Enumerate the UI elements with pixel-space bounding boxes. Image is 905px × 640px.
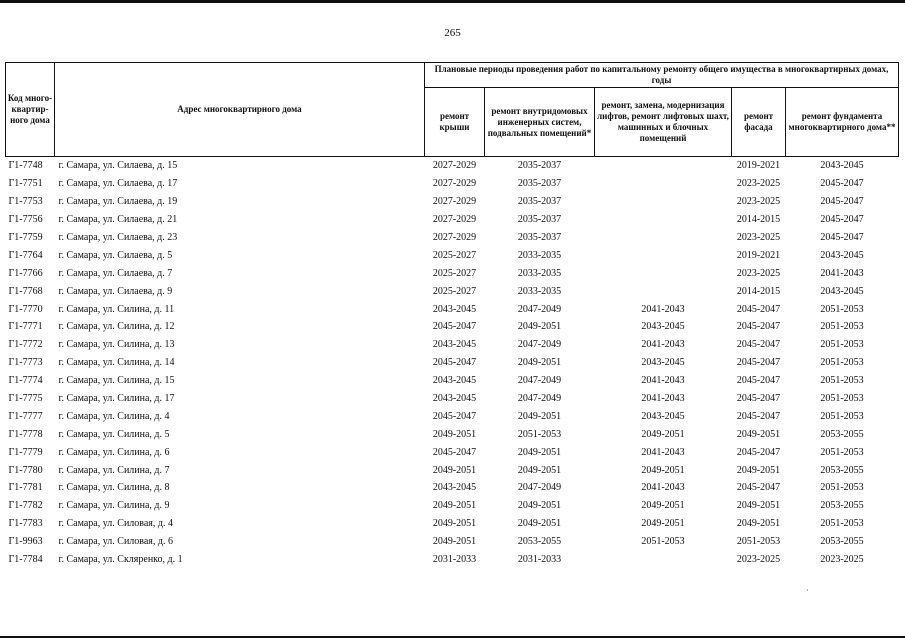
cell-elevators: 2049-2051: [641, 464, 685, 476]
cell-roof: 2045-2047: [432, 446, 477, 458]
cell-engineering: 2035-2037: [517, 196, 562, 208]
table-row: [6, 461, 899, 479]
cell-code: Г1-7782: [8, 500, 43, 512]
cell-foundation: 2051-2053: [820, 482, 864, 494]
cell-roof: 2027-2029: [425, 157, 485, 175]
table-body: [6, 157, 899, 569]
cell-engineering: 2049-2051: [517, 518, 562, 530]
cell-facade: 2045-2047: [736, 393, 781, 405]
cell-facade: 2045-2047: [736, 339, 781, 351]
cell-elevators: 2041-2043: [641, 303, 685, 315]
cell-roof: 2027-2029: [432, 178, 477, 190]
cell-engineering: 2031-2033: [517, 554, 562, 566]
cell-code: Г1-7770: [8, 303, 43, 315]
cell-elevators: [595, 551, 732, 569]
table-row: [6, 193, 899, 211]
cell-code: Г1-9963: [8, 536, 43, 548]
cell-address: г. Самара, ул. Силина, д. 13: [58, 339, 175, 351]
cell-facade: 2045-2047: [736, 482, 781, 494]
cell-foundation: 2051-2053: [820, 303, 864, 315]
header-elevators: ремонт, замена, модернизация лифтов, ремонт лифтовых шахт, машинных и блочных помещений: [595, 88, 732, 157]
cell-code: Г1-7778: [8, 428, 43, 440]
scan-dot: ·: [806, 586, 809, 595]
cell-roof: 2045-2047: [432, 357, 477, 369]
cell-code: Г1-7756: [8, 214, 43, 226]
cell-foundation: 2045-2047: [820, 214, 864, 226]
cell-facade: 2019-2021: [736, 249, 781, 261]
cell-facade: 2045-2047: [736, 410, 781, 422]
table-row: [6, 229, 899, 247]
cell-elevators: 2041-2043: [641, 393, 685, 405]
cell-roof: 2043-2045: [432, 375, 477, 387]
cell-code: Г1-7781: [8, 482, 43, 494]
cell-engineering: 2035-2037: [485, 157, 595, 175]
cell-elevators: 2041-2043: [641, 482, 685, 494]
cell-roof: 2025-2027: [432, 285, 477, 297]
table-row: [6, 515, 899, 533]
cell-address: г. Самара, ул. Силина, д. 12: [58, 321, 175, 333]
cell-facade: 2049-2051: [736, 500, 781, 512]
cell-elevators: 2049-2051: [641, 518, 685, 530]
table-row: [6, 300, 899, 318]
cell-roof: 2049-2051: [432, 536, 477, 548]
cell-foundation: 2053-2055: [820, 500, 864, 512]
cell-address: г. Самара, ул. Скляренко, д. 1: [58, 554, 183, 566]
header-foundation: ремонт фундамента многоквартирного дома**: [786, 88, 899, 157]
cell-code: Г1-7780: [8, 464, 43, 476]
cell-facade: 2049-2051: [736, 518, 781, 530]
table-row: [6, 175, 899, 193]
cell-elevators: 2041-2043: [641, 446, 685, 458]
cell-elevators: [595, 211, 732, 229]
cell-elevators: 2043-2045: [641, 357, 685, 369]
cell-foundation: 2045-2047: [820, 232, 864, 243]
cell-roof: 2025-2027: [432, 249, 477, 261]
cell-facade: 2014-2015: [736, 285, 781, 297]
cell-engineering: 2049-2051: [517, 446, 562, 458]
table-row: [6, 372, 899, 390]
cell-roof: 2027-2029: [432, 214, 477, 226]
cell-code: Г1-7773: [8, 357, 43, 369]
cell-address: г. Самара, ул. Силина, д. 6: [58, 446, 170, 458]
cell-address: г. Самара, ул. Силина, д. 14: [58, 357, 175, 369]
header-facade: ремонт фасада: [732, 88, 786, 157]
cell-facade: 2045-2047: [736, 357, 781, 369]
header-roof: ремонт крыши: [425, 88, 485, 157]
cell-engineering: 2051-2053: [517, 428, 562, 440]
cell-code: Г1-7783: [8, 518, 43, 530]
table-row: [6, 551, 899, 569]
cell-elevators: [595, 246, 732, 264]
cell-facade: 2023-2025: [736, 554, 781, 566]
cell-facade: 2049-2051: [736, 464, 781, 476]
cell-foundation: 2045-2047: [820, 178, 864, 190]
table-row: [6, 533, 899, 551]
cell-code: Г1-7775: [8, 393, 43, 405]
header-engineering: ремонт внутридомовых инженерных систем, подвальных помещений*: [485, 88, 595, 157]
cell-engineering: 2047-2049: [517, 303, 562, 315]
cell-elevators: 2041-2043: [641, 375, 685, 387]
cell-foundation: 2051-2053: [820, 410, 864, 422]
cell-code: Г1-7784: [8, 554, 43, 566]
header-row-top: [6, 63, 899, 88]
cell-address: г. Самара, ул. Силаева, д. 5: [58, 249, 173, 261]
cell-elevators: [595, 193, 732, 211]
table-row: [6, 318, 899, 336]
cell-address: г. Самара, ул. Силаева, д. 9: [58, 285, 173, 297]
cell-facade: 2023-2025: [736, 232, 781, 243]
cell-code: Г1-7759: [8, 232, 43, 243]
repair-schedule-table: [5, 62, 899, 568]
cell-facade: 2019-2021: [732, 157, 786, 175]
cell-engineering: 2047-2049: [517, 393, 562, 405]
cell-roof: 2025-2027: [432, 267, 477, 279]
cell-foundation: 2043-2045: [820, 285, 864, 297]
cell-address: г. Самара, ул. Силовая, д. 6: [58, 536, 173, 548]
cell-code: Г1-7766: [8, 267, 43, 279]
cell-elevators: [595, 175, 732, 193]
page-number: 265: [444, 27, 461, 39]
cell-facade: 2045-2047: [736, 446, 781, 458]
cell-engineering: 2033-2035: [517, 285, 562, 297]
cell-facade: 2045-2047: [736, 375, 781, 387]
cell-roof: 2049-2051: [432, 518, 477, 530]
header-periods-group: Плановые периоды проведения работ по капитальному ремонту общего имущества в многоквартирных домах, годы: [425, 63, 899, 88]
table-row: [6, 443, 899, 461]
cell-engineering: 2047-2049: [517, 375, 562, 387]
cell-engineering: 2049-2051: [517, 410, 562, 422]
cell-code: Г1-7771: [8, 321, 43, 333]
cell-address: г. Самара, ул. Силина, д. 15: [58, 375, 175, 387]
cell-code: Г1-7748: [6, 157, 55, 175]
cell-engineering: 2049-2051: [517, 500, 562, 512]
cell-elevators: [595, 264, 732, 282]
cell-facade: 2023-2025: [736, 178, 781, 190]
cell-facade: 2023-2025: [736, 196, 781, 208]
cell-address: г. Самара, ул. Силаева, д. 21: [58, 214, 178, 226]
cell-elevators: 2043-2045: [641, 410, 685, 422]
cell-code: Г1-7772: [8, 339, 43, 351]
table-row: [6, 246, 899, 264]
cell-foundation: 2043-2045: [820, 249, 864, 261]
cell-elevators: 2041-2043: [641, 339, 685, 351]
cell-facade: 2049-2051: [736, 428, 781, 440]
table-row: [6, 425, 899, 443]
cell-foundation: 2051-2053: [820, 357, 864, 369]
table-row: [6, 479, 899, 497]
cell-code: Г1-7777: [8, 410, 43, 422]
cell-engineering: 2049-2051: [517, 357, 562, 369]
cell-roof: 2027-2029: [432, 232, 477, 243]
cell-address: г. Самара, ул. Силаева, д. 17: [58, 178, 178, 190]
table-row: [6, 354, 899, 372]
table-row: [6, 157, 899, 175]
cell-address: г. Самара, ул. Силаева, д. 19: [58, 196, 178, 208]
cell-code: Г1-7774: [8, 375, 43, 387]
cell-elevators: [595, 229, 732, 247]
cell-address: г. Самара, ул. Силина, д. 17: [58, 393, 175, 405]
table-row: [6, 336, 899, 354]
cell-roof: 2049-2051: [432, 428, 477, 440]
table-row: [6, 264, 899, 282]
table-row: [6, 497, 899, 515]
cell-roof: 2045-2047: [432, 410, 477, 422]
cell-address: г. Самара, ул. Силина, д. 9: [58, 500, 170, 512]
cell-facade: 2045-2047: [736, 321, 781, 333]
cell-code: Г1-7779: [8, 446, 43, 458]
table-row: [6, 282, 899, 300]
cell-roof: 2031-2033: [432, 554, 477, 566]
cell-address: г. Самара, ул. Силина, д. 8: [58, 482, 170, 494]
cell-facade: 2051-2053: [736, 536, 781, 548]
cell-roof: 2043-2045: [432, 303, 477, 315]
bottom-border-line: [0, 636, 905, 638]
cell-roof: 2043-2045: [432, 482, 477, 494]
table-row: [6, 211, 899, 229]
cell-facade: 2014-2015: [736, 214, 781, 226]
cell-address: г. Самара, ул. Силовая, д. 4: [58, 518, 173, 530]
header-address: Адрес многоквартирного дома: [55, 63, 425, 157]
cell-engineering: 2035-2037: [517, 214, 562, 226]
cell-engineering: 2035-2037: [517, 232, 562, 243]
top-border-line: [0, 0, 905, 3]
cell-elevators: 2051-2053: [641, 536, 685, 548]
cell-facade: 2023-2025: [736, 267, 781, 279]
cell-address: г. Самара, ул. Силаева, д. 15: [55, 157, 425, 175]
cell-roof: 2043-2045: [432, 393, 477, 405]
header-code: Код много-квартир-ного дома: [6, 63, 55, 157]
cell-address: г. Самара, ул. Силина, д. 4: [58, 410, 170, 422]
cell-foundation: 2041-2043: [820, 267, 864, 279]
cell-engineering: 2033-2035: [517, 267, 562, 279]
cell-foundation: 2053-2055: [820, 428, 864, 440]
cell-code: Г1-7753: [8, 196, 43, 208]
cell-foundation: 2053-2055: [820, 464, 864, 476]
cell-roof: 2049-2051: [432, 500, 477, 512]
cell-engineering: 2049-2051: [517, 464, 562, 476]
cell-code: Г1-7751: [8, 178, 43, 190]
cell-foundation: 2051-2053: [820, 446, 864, 458]
cell-roof: 2043-2045: [432, 339, 477, 351]
cell-foundation: 2053-2055: [820, 536, 864, 548]
cell-roof: 2045-2047: [432, 321, 477, 333]
cell-roof: 2027-2029: [432, 196, 477, 208]
cell-elevators: 2049-2051: [641, 428, 685, 440]
cell-code: Г1-7764: [8, 249, 43, 261]
cell-elevators: 2043-2045: [641, 321, 685, 333]
cell-address: г. Самара, ул. Силина, д. 7: [58, 464, 170, 476]
cell-foundation: 2051-2053: [820, 393, 864, 405]
cell-engineering: 2047-2049: [517, 339, 562, 351]
cell-foundation: 2043-2045: [786, 157, 899, 175]
cell-engineering: 2033-2035: [517, 249, 562, 261]
cell-foundation: 2051-2053: [820, 375, 864, 387]
cell-engineering: 2049-2051: [517, 321, 562, 333]
cell-foundation: 2023-2025: [820, 554, 864, 566]
cell-address: г. Самара, ул. Силаева, д. 23: [58, 232, 178, 243]
cell-address: г. Самара, ул. Силина, д. 5: [58, 428, 170, 440]
cell-facade: 2045-2047: [736, 303, 781, 315]
cell-engineering: 2053-2055: [517, 536, 562, 548]
table-row: [6, 407, 899, 425]
cell-engineering: 2035-2037: [517, 178, 562, 190]
cell-foundation: 2045-2047: [820, 196, 864, 208]
cell-engineering: 2047-2049: [517, 482, 562, 494]
cell-address: г. Самара, ул. Силина, д. 11: [58, 303, 175, 315]
cell-foundation: 2051-2053: [820, 518, 864, 530]
cell-elevators: 2049-2051: [641, 500, 685, 512]
cell-address: г. Самара, ул. Силаева, д. 7: [58, 267, 173, 279]
cell-roof: 2049-2051: [432, 464, 477, 476]
cell-foundation: 2051-2053: [820, 339, 864, 351]
cell-code: Г1-7768: [8, 285, 43, 297]
cell-elevators: [595, 282, 732, 300]
table-row: [6, 390, 899, 408]
cell-foundation: 2051-2053: [820, 321, 864, 333]
cell-elevators: [595, 157, 732, 175]
